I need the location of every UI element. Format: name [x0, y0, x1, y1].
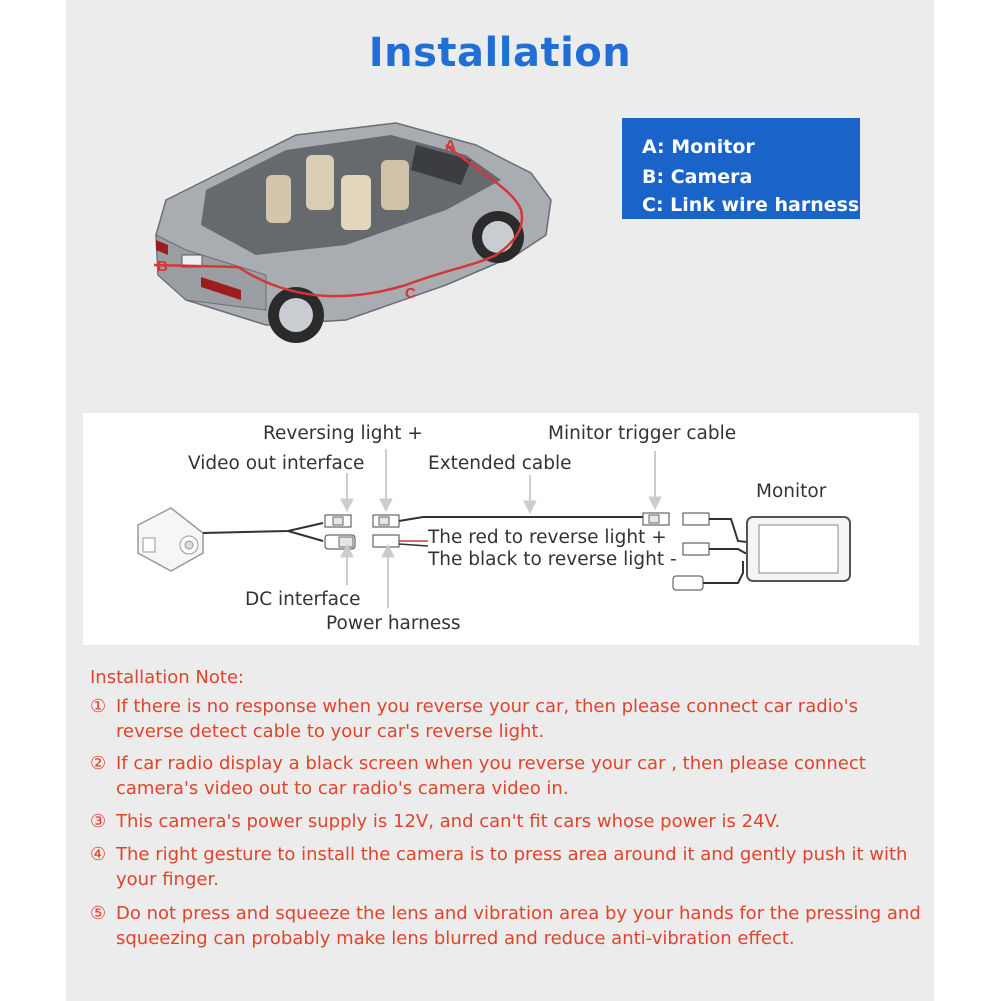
legend-item-harness: C: Link wire harness: [642, 194, 860, 216]
notes-heading: Installation Note:: [90, 667, 245, 688]
camera-icon: [138, 508, 203, 571]
note-number: ③: [90, 811, 107, 832]
extended-cable-label: Extended cable: [428, 453, 572, 474]
reversing-light-label: Reversing light +: [263, 423, 423, 444]
legend-item-camera: B: Camera: [642, 166, 753, 188]
note-text: Do not press and squeeze the lens and vibration area by your hands for the pressing and squeezing can probably make lens blurred and reduce anti-vibration effect.: [116, 903, 921, 949]
power-harness-label: Power harness: [326, 613, 461, 634]
monitor-trigger-connector: [643, 513, 669, 525]
dc-connector: [325, 535, 355, 549]
monitor-label: Monitor: [756, 481, 827, 502]
note-number: ④: [90, 844, 107, 865]
note-text: This camera's power supply is 12V, and can't fit cars whose power is 24V.: [116, 811, 781, 832]
monitor-icon: [747, 517, 850, 581]
car-illustration: [146, 115, 566, 360]
note-number: ⑤: [90, 903, 107, 924]
power-harness-connector: [373, 535, 399, 547]
video-out-label: Video out interface: [188, 453, 365, 474]
wiring-diagram: [83, 413, 919, 645]
monitor-trigger-label: Minitor trigger cable: [548, 423, 737, 444]
reversing-light-connector: [373, 515, 399, 527]
note-text: If car radio display a black screen when you reverse your car , then please connect camera's video out to car radio's camera video in.: [116, 753, 866, 799]
page: [66, 0, 934, 1001]
dc-interface-label: DC interface: [245, 589, 361, 610]
note-number: ①: [90, 696, 107, 717]
note-text: If there is no response when you reverse your car, then please connect car radio's reverse detect cable to your car's reverse light.: [116, 696, 858, 742]
marker-b: B: [157, 258, 168, 275]
legend-box: [622, 118, 860, 219]
marker-c: C: [405, 285, 416, 302]
black-wire-label: The black to reverse light -: [428, 549, 677, 570]
note-number: ②: [90, 753, 107, 774]
note-text: The right gesture to install the camera is to press area around it and gently push it with your finger.: [116, 844, 908, 890]
page-title: Installation: [368, 30, 632, 76]
red-wire-label: The red to reverse light +: [428, 527, 667, 548]
marker-a: A: [445, 137, 456, 154]
video-out-connector: [325, 515, 351, 527]
legend-item-monitor: A: Monitor: [642, 136, 755, 158]
